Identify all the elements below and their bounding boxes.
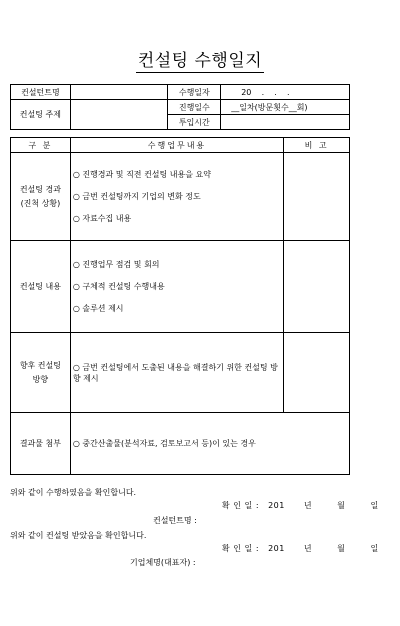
- company-signature-label: 기업체명(대표자) :: [130, 558, 196, 567]
- time-value[interactable]: [221, 115, 350, 130]
- note-direction[interactable]: [284, 333, 350, 413]
- bullet-item: ○ 진행경과 및 직전 컨설팅 내용을 요약: [72, 170, 211, 179]
- bullet-item: ○ 구체적 컨설팅 수행내용: [72, 282, 165, 291]
- category-progress-line1: 컨설팅 경과: [19, 184, 61, 194]
- confirm-date-2[interactable]: [222, 543, 379, 554]
- bullet-item: ○ 솔루션 제시: [72, 304, 124, 313]
- col-note-header: 비 고: [284, 138, 350, 153]
- date-label: 확 인 일 :: [222, 501, 260, 510]
- bullet-item: ○ 금번 컨설팅에서 도출된 내용을 해결하기 위한 컨설팅 방향 제시: [72, 362, 278, 383]
- date-day-unit: 일: [370, 501, 379, 510]
- bullet-item: ○ 금번 컨설팅까지 기업의 변화 정도: [72, 192, 201, 201]
- col-category-header: 구 분: [11, 138, 71, 153]
- row-direction: [11, 333, 350, 413]
- content-direction[interactable]: [70, 333, 283, 413]
- date-year: 201: [268, 544, 285, 553]
- date-label: 수행일자: [168, 85, 221, 100]
- category-progress-line2: (진척 상황): [20, 198, 61, 208]
- consultant-label: 컨설턴트명: [11, 85, 71, 100]
- category-content: [11, 241, 71, 333]
- topic-label: 컨설팅 주제: [11, 100, 71, 130]
- category-direction: [11, 333, 71, 413]
- category-direction-line1: 향후 컨설팅: [19, 360, 61, 370]
- category-attachment-line1: 결과물 첨부: [19, 438, 61, 448]
- category-direction-line2: 방향: [32, 374, 49, 384]
- date-month-unit: 월: [337, 501, 346, 510]
- time-label: 투입시간: [168, 115, 221, 130]
- bullet-item: ○ 자료수집 내용: [72, 214, 132, 223]
- row-progress: [11, 153, 350, 241]
- date-year-unit: 년: [303, 544, 313, 553]
- work-log-table: [10, 137, 350, 475]
- category-content-line1: 컨설팅 내용: [19, 281, 61, 291]
- confirm-date-1[interactable]: [222, 500, 379, 511]
- date-year: 201: [268, 501, 285, 510]
- confirm-statement-1: 위와 같이 수행하였음을 확인합니다.: [10, 488, 137, 497]
- bullet-item: ○ 진행업무 점검 및 회의: [72, 260, 160, 269]
- topic-value[interactable]: [70, 100, 168, 130]
- content-content[interactable]: [70, 241, 283, 333]
- content-progress[interactable]: [70, 153, 283, 241]
- row-content: [11, 241, 350, 333]
- bullet-item: ○ 중간산출물(분석자료, 검토보고서 등)이 있는 경우: [72, 439, 256, 448]
- date-month-unit: 월: [337, 544, 346, 553]
- category-attachment: [11, 413, 71, 475]
- confirm-statement-2: 위와 같이 컨설팅 받았음을 확인합니다.: [10, 531, 147, 540]
- date-value[interactable]: 20 . . .: [221, 85, 350, 100]
- document-title-text: 컨설팅 수행일지: [137, 51, 263, 71]
- date-day-unit: 일: [370, 544, 379, 553]
- category-progress: [11, 153, 71, 241]
- date-label: 확 인 일 :: [222, 544, 260, 553]
- consultant-value[interactable]: [70, 85, 168, 100]
- date-year-unit: 년: [303, 501, 313, 510]
- note-progress[interactable]: [284, 153, 350, 241]
- row-attachment: [11, 413, 350, 475]
- days-label: 진행일수: [168, 100, 221, 115]
- consultant-signature-label: 컨설턴트명 :: [153, 516, 197, 525]
- content-attachment[interactable]: [70, 413, 349, 475]
- info-table: [10, 84, 350, 130]
- col-content-header: 수행업무내용: [70, 138, 283, 153]
- note-content[interactable]: [284, 241, 350, 333]
- days-value[interactable]: __일차(방문횟수__회): [221, 100, 350, 115]
- document-title: [0, 46, 400, 71]
